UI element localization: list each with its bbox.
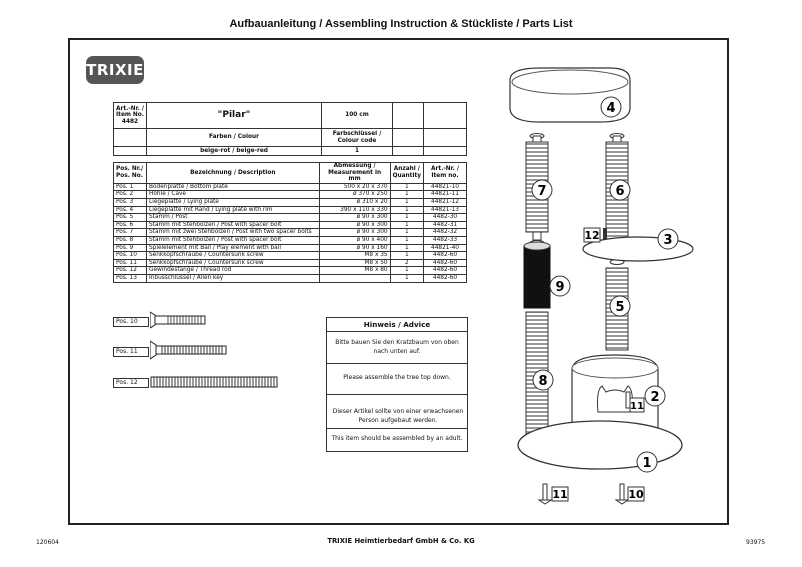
svg-text:6: 6	[615, 184, 625, 199]
callout-2	[645, 386, 665, 406]
cell-item-no: 44821-40	[424, 244, 467, 252]
footer-code: 93975	[746, 539, 766, 546]
cell-pos: Pos. 4	[114, 206, 147, 214]
cell-item-no: 4482-30	[424, 214, 467, 222]
svg-text:9: 9	[555, 280, 565, 295]
cell-quantity: 1	[390, 267, 423, 275]
svg-text:5: 5	[615, 300, 625, 315]
callout-11-cave	[630, 398, 644, 412]
cell-description: Stamm mit Stehbolzen / Post with spacer bolt	[147, 236, 320, 244]
cell-quantity: 1	[390, 191, 423, 199]
screw-bottom-left	[539, 484, 551, 504]
assembly-diagram	[480, 50, 725, 520]
footer-doc-number: 120604	[36, 539, 59, 546]
svg-text:7: 7	[537, 184, 547, 199]
cell-item-no: 4482-60	[424, 252, 467, 260]
callout-7	[532, 180, 552, 200]
col-header-measurement: Abmessung / Measurement in mm	[319, 163, 390, 184]
cell-pos: Pos. 5	[114, 214, 147, 222]
adult-note-de: Dieser Artikel sollte von einer erwachsenen Person aufgebaut werden.	[332, 408, 464, 424]
svg-text:8: 8	[538, 374, 548, 389]
svg-text:4: 4	[606, 101, 616, 116]
svg-text:1: 1	[642, 456, 652, 471]
screw-label-pos10: Pos. 10	[113, 317, 149, 327]
item-no-cell	[114, 103, 147, 129]
cell-item-no: 4482-31	[424, 221, 467, 229]
cell-item-no: 4482-33	[424, 236, 467, 244]
parts-row	[114, 259, 467, 267]
callout-8	[533, 370, 553, 390]
advice-text-en: Please assemble the tree top down.	[343, 374, 451, 381]
cell-quantity: 1	[390, 252, 423, 260]
cell-pos: Pos. 1	[114, 183, 147, 191]
cell-description: Gewindestange / Thread rod	[147, 267, 320, 275]
cell-measurement: ø 90 x 300	[319, 214, 390, 222]
cell-description: Höhle / Cave	[147, 191, 320, 199]
svg-text:11: 11	[630, 401, 644, 412]
svg-text:11: 11	[552, 488, 568, 501]
cell-quantity: 1	[390, 244, 423, 252]
cell-description: Stamm mit Stehbolzen / Post with spacer bolt	[147, 221, 320, 229]
screw-bottom-right	[616, 484, 628, 504]
cell-item-no: 4482-32	[424, 229, 467, 237]
parts-row	[114, 252, 467, 260]
cell-item-no: 4482-60	[424, 267, 467, 275]
cell-pos: Pos. 3	[114, 198, 147, 206]
product-height: 100 cm	[322, 103, 393, 129]
cell-item-no: 44821-10	[424, 183, 467, 191]
advice-title: Hinweis / Advice	[363, 320, 431, 329]
cell-measurement: ø 370 x 250	[319, 191, 390, 199]
callout-6	[610, 180, 630, 200]
callout-5	[610, 296, 630, 316]
footer-company: TRIXIE Heimtierbedarf GmbH & Co. KG	[327, 537, 475, 545]
cell-pos: Pos. 7	[114, 229, 147, 237]
play-element-part9	[524, 242, 550, 308]
svg-text:2: 2	[650, 390, 660, 405]
parts-row	[114, 214, 467, 222]
cell-measurement: 500 x 20 x 370	[319, 183, 390, 191]
col-header-quantity: Anzahl / Quantity	[390, 163, 423, 184]
parts-row	[114, 274, 467, 282]
cell-description: Stamm mit zwei Stehbolzen / Post with two spacer bolts	[147, 229, 320, 237]
callout-11-bottom	[552, 487, 568, 501]
callout-4	[601, 97, 621, 117]
cell-item-no: 44821-12	[424, 198, 467, 206]
svg-text:10: 10	[628, 488, 644, 501]
col-header-description: Bezeichnung / Description	[147, 163, 320, 184]
threaded-rod-pos12-illustration	[150, 374, 280, 390]
cell-item-no: 4482-60	[424, 274, 467, 282]
cell-item-no: 44821-13	[424, 206, 467, 214]
cell-pos: Pos. 6	[114, 221, 147, 229]
cell-measurement: 390 x 110 x 330	[319, 206, 390, 214]
callout-10	[628, 487, 644, 501]
cell-quantity: 1	[390, 221, 423, 229]
cell-description: Spielelement mit Ball / Play element with ball	[147, 244, 320, 252]
screw-label-pos11: Pos. 11	[113, 347, 149, 357]
item-no-value: 4482	[121, 118, 139, 125]
parts-row	[114, 267, 467, 275]
parts-row	[114, 198, 467, 206]
cell-pos: Pos. 8	[114, 236, 147, 244]
parts-row	[114, 221, 467, 229]
cell-item-no: 4482-60	[424, 259, 467, 267]
cell-description: Bodenplatte / Bottom plate	[147, 183, 320, 191]
callout-3	[658, 229, 678, 249]
parts-row	[114, 244, 467, 252]
cell-measurement: M8 x 50	[319, 259, 390, 267]
parts-row	[114, 236, 467, 244]
parts-row	[114, 206, 467, 214]
cell-description: Liegeplatte mit Rand / Lying plate with rim	[147, 206, 320, 214]
parts-list-table	[113, 162, 467, 283]
cell-description: Inbusschlüssel / Allen key	[147, 274, 320, 282]
cell-measurement: ø 90 x 300	[319, 221, 390, 229]
cell-measurement: ø 310 x 20	[319, 198, 390, 206]
cell-quantity: 1	[390, 274, 423, 282]
screw-pos10-illustration	[150, 311, 210, 329]
colour-value: beige-rot / beige-red	[147, 147, 322, 156]
cell-quantity: 1	[390, 229, 423, 237]
cell-pos: Pos. 12	[114, 267, 147, 275]
parts-row	[114, 229, 467, 237]
callout-1	[637, 452, 657, 472]
cell-quantity: 1	[390, 198, 423, 206]
screw-pos11-illustration	[150, 340, 230, 360]
adult-note-en: This item should be assembled by an adult.	[331, 435, 463, 442]
cell-pos: Pos. 9	[114, 244, 147, 252]
item-no-label: Art.-Nr. / Item No.	[116, 105, 144, 119]
advice-text-de: Bitte bauen Sie den Kratzbaum von oben nach unten auf.	[335, 339, 459, 355]
cell-quantity: 1	[390, 206, 423, 214]
svg-text:12: 12	[584, 229, 600, 242]
cell-measurement: M8 x 35	[319, 252, 390, 260]
trixie-logo: TRIXIE	[86, 56, 144, 84]
product-name: "Pilar"	[147, 103, 322, 129]
callout-12	[584, 228, 600, 242]
cell-quantity: 1	[390, 214, 423, 222]
cell-pos: Pos. 2	[114, 191, 147, 199]
col-header-pos: Pos. Nr./ Pos. No.	[114, 163, 147, 184]
colour-code: 1	[322, 147, 393, 156]
cell-pos: Pos. 10	[114, 252, 147, 260]
colour-key-label: Farbschlüssel / Colour code	[322, 129, 393, 147]
cell-description: Liegeplatte / Lying plate	[147, 198, 320, 206]
product-header-table	[113, 102, 467, 156]
cell-measurement	[319, 274, 390, 282]
cell-quantity: 1	[390, 236, 423, 244]
colour-label: Farben / Colour	[147, 129, 322, 147]
col-header-item-no: Art.-Nr. / Item no.	[424, 163, 467, 184]
cell-measurement: ø 90 x 400	[319, 236, 390, 244]
cell-description: Stamm / Post	[147, 214, 320, 222]
page-title: Aufbauanleitung / Assembling Instruction & Stückliste / Parts List	[229, 18, 573, 30]
cell-description: Senkkopfschraube / Countersunk screw	[147, 252, 320, 260]
parts-row	[114, 191, 467, 199]
cell-pos: Pos. 11	[114, 259, 147, 267]
cell-pos: Pos. 13	[114, 274, 147, 282]
cell-quantity: 2	[390, 259, 423, 267]
svg-text:3: 3	[663, 233, 673, 248]
parts-row	[114, 183, 467, 191]
callout-9	[550, 276, 570, 296]
screw-label-pos12: Pos. 12	[113, 378, 149, 388]
cell-measurement: ø 90 x 160	[319, 244, 390, 252]
cell-measurement: ø 90 x 300	[319, 229, 390, 237]
cell-item-no: 44821-11	[424, 191, 467, 199]
cell-measurement: M8 x 80	[319, 267, 390, 275]
cell-quantity: 1	[390, 183, 423, 191]
cell-description: Senkkopfschraube / Countersunk screw	[147, 259, 320, 267]
